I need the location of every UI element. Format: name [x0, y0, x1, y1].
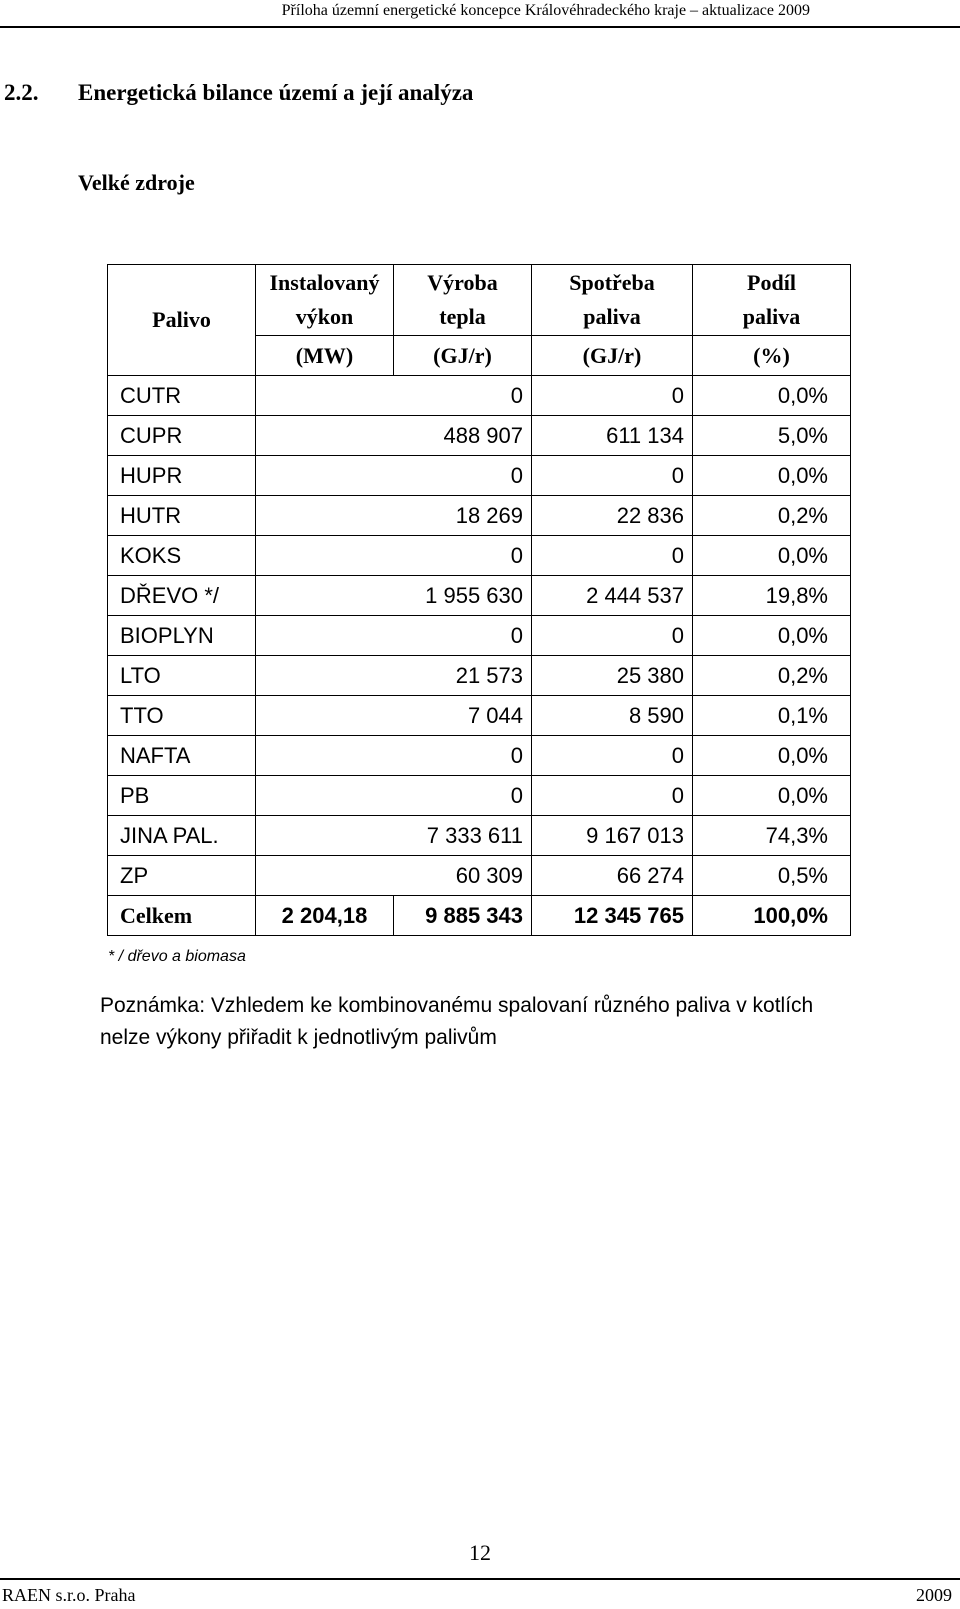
header-text: Spotřeba	[569, 270, 655, 295]
energy-balance-table	[107, 264, 851, 936]
vyroba-value: 21 573	[256, 656, 532, 696]
fuel-name: NAFTA	[108, 736, 256, 776]
page-number: 12	[469, 1540, 491, 1565]
fuel-name: HUPR	[108, 456, 256, 496]
total-label: Celkem	[108, 896, 256, 936]
total-podil: 100,0%	[693, 896, 851, 936]
footer-year: 2009	[916, 1585, 952, 1605]
table-row	[108, 776, 851, 816]
table-row	[108, 856, 851, 896]
table-row	[108, 696, 851, 736]
header-text: výkon	[295, 304, 354, 329]
fuel-name: CUPR	[108, 416, 256, 456]
table-row	[108, 416, 851, 456]
vyroba-value: 0	[256, 456, 532, 496]
footer-rule	[0, 1578, 960, 1580]
vyroba-value: 18 269	[256, 496, 532, 536]
spotreba-value: 0	[532, 616, 693, 656]
spotreba-value: 8 590	[532, 696, 693, 736]
fuel-name: CUTR	[108, 376, 256, 416]
spotreba-value: 0	[532, 776, 693, 816]
header-palivo: Palivo	[108, 265, 256, 376]
vyroba-value: 0	[256, 536, 532, 576]
table-row	[108, 376, 851, 416]
fuel-name: HUTR	[108, 496, 256, 536]
spotreba-value: 25 380	[532, 656, 693, 696]
note: Poznámka: Vzhledem ke kombinovanému spalovaní různého paliva v kotlích nelze výkony přiřadit k jednotlivým palivům	[100, 994, 814, 1049]
unit-gj-vyroba: (GJ/r)	[394, 336, 532, 376]
total-vyroba: 9 885 343	[394, 896, 532, 936]
table-row	[108, 536, 851, 576]
fuel-name: JINA PAL.	[108, 816, 256, 856]
vyroba-value: 0	[256, 376, 532, 416]
vyroba-value: 7 333 611	[256, 816, 532, 856]
table-header-row	[108, 265, 851, 336]
subtitle: Velké zdroje	[78, 170, 195, 195]
podil-value: 5,0%	[693, 416, 851, 456]
vyroba-value: 7 044	[256, 696, 532, 736]
header-spotreba-paliva	[532, 265, 693, 336]
header-rule	[0, 26, 960, 28]
podil-value: 0,0%	[693, 376, 851, 416]
fuel-name: DŘEVO */	[108, 576, 256, 616]
spotreba-value: 2 444 537	[532, 576, 693, 616]
spotreba-value: 0	[532, 456, 693, 496]
section-number: 2.2.	[4, 80, 39, 105]
header-text: paliva	[583, 304, 641, 329]
fuel-name: LTO	[108, 656, 256, 696]
section-heading: Energetická bilance území a její analýza	[78, 80, 474, 105]
podil-value: 0,0%	[693, 776, 851, 816]
spotreba-value: 611 134	[532, 416, 693, 456]
spotreba-value: 0	[532, 536, 693, 576]
header-instalovany-vykon	[256, 265, 394, 336]
section-title	[4, 80, 473, 106]
vyroba-value: 60 309	[256, 856, 532, 896]
podil-value: 0,0%	[693, 536, 851, 576]
spotreba-value: 22 836	[532, 496, 693, 536]
fuel-name: BIOPLYN	[108, 616, 256, 656]
header-text: tepla	[439, 304, 486, 329]
table-row	[108, 456, 851, 496]
table-row	[108, 576, 851, 616]
fuel-name: ZP	[108, 856, 256, 896]
page-header: Příloha územní energetické koncepce Královéhradeckého kraje – aktualizace 2009	[281, 2, 810, 19]
header-text: Instalovaný	[269, 270, 380, 295]
fuel-name: KOKS	[108, 536, 256, 576]
podil-value: 0,0%	[693, 736, 851, 776]
table-row	[108, 616, 851, 656]
table-row	[108, 656, 851, 696]
header-podil-paliva	[693, 265, 851, 336]
podil-value: 0,2%	[693, 656, 851, 696]
table-row	[108, 496, 851, 536]
vyroba-value: 488 907	[256, 416, 532, 456]
podil-value: 0,0%	[693, 456, 851, 496]
spotreba-value: 0	[532, 736, 693, 776]
vyroba-value: 1 955 630	[256, 576, 532, 616]
podil-value: 0,0%	[693, 616, 851, 656]
total-vykon: 2 204,18	[256, 896, 394, 936]
footer-company: RAEN s.r.o. Praha	[2, 1585, 136, 1605]
header-vyroba-tepla	[394, 265, 532, 336]
unit-gj-spotreba: (GJ/r)	[532, 336, 693, 376]
fuel-name: PB	[108, 776, 256, 816]
podil-value: 0,1%	[693, 696, 851, 736]
header-text: paliva	[742, 304, 801, 329]
podil-value: 0,5%	[693, 856, 851, 896]
spotreba-value: 66 274	[532, 856, 693, 896]
spotreba-value: 9 167 013	[532, 816, 693, 856]
podil-value: 0,2%	[693, 496, 851, 536]
spotreba-value: 0	[532, 376, 693, 416]
podil-value: 19,8%	[693, 576, 851, 616]
header-text: Výroba	[427, 270, 498, 295]
footnote: * / dřevo a biomasa	[108, 948, 246, 965]
vyroba-value: 0	[256, 736, 532, 776]
total-spotreba: 12 345 765	[532, 896, 693, 936]
unit-pct: (%)	[693, 336, 851, 376]
fuel-name: TTO	[108, 696, 256, 736]
vyroba-value: 0	[256, 616, 532, 656]
unit-mw: (MW)	[256, 336, 394, 376]
vyroba-value: 0	[256, 776, 532, 816]
table-total-row	[108, 896, 851, 936]
table-row	[108, 736, 851, 776]
header-text: Podíl	[747, 270, 796, 295]
table-row	[108, 816, 851, 856]
podil-value: 74,3%	[693, 816, 851, 856]
